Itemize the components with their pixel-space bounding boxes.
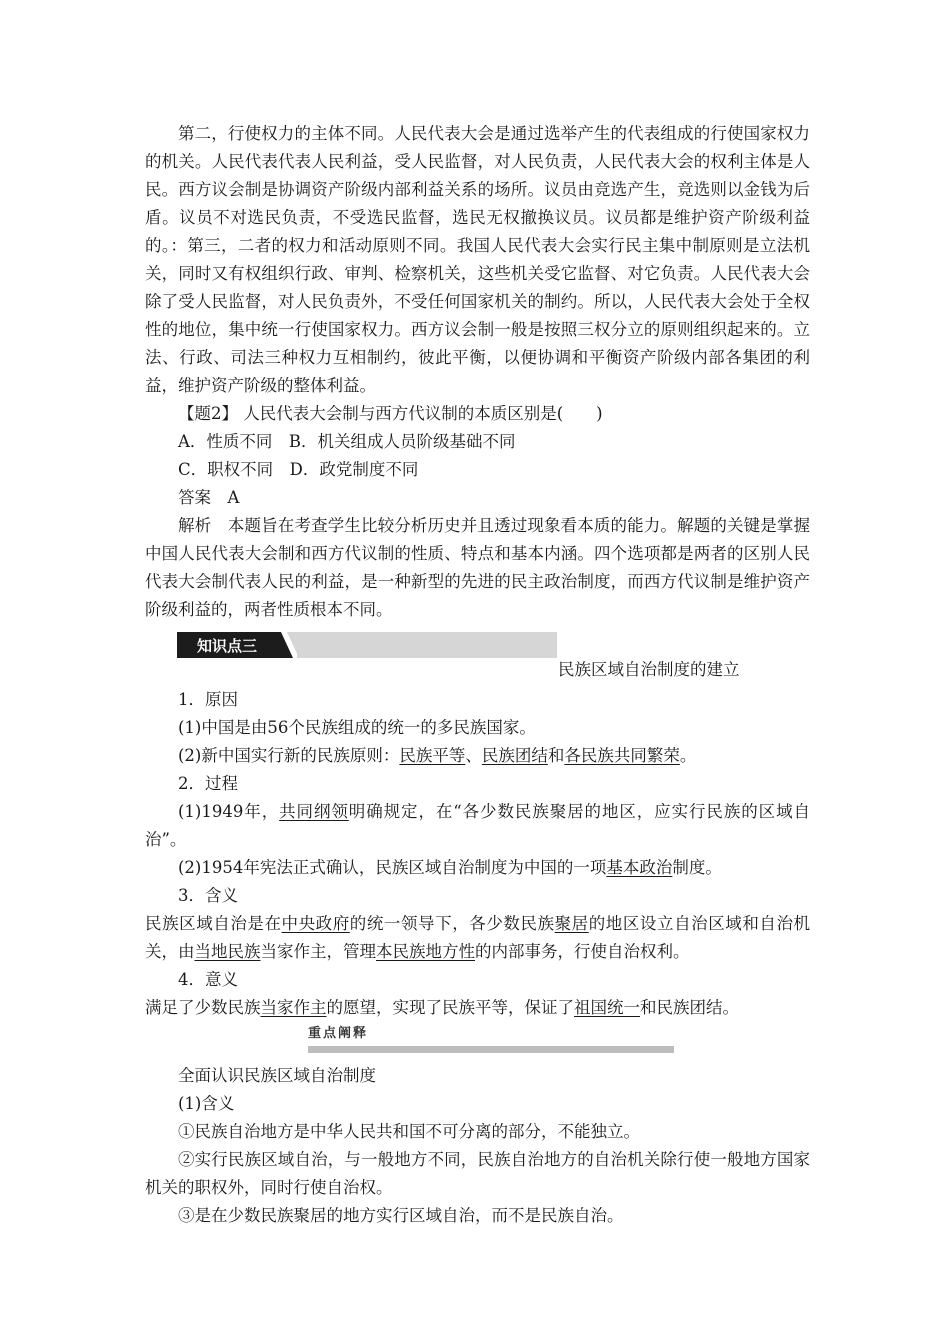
key-explain-bar: [308, 1046, 674, 1053]
knowledge-point-tag: 知识点三: [197, 637, 258, 655]
underlined-term: 各民族共同繁荣: [564, 746, 680, 765]
underlined-term: 祖国统一: [574, 998, 640, 1017]
text-span: (2)新中国实行新的民族原则：: [178, 746, 400, 765]
section-heading-process: 2．过程: [178, 774, 238, 793]
process-line-1: [145, 798, 810, 854]
text-span: 、: [465, 746, 482, 765]
knowledge-point-tag-shape: [177, 632, 297, 658]
question-options-cd: C．职权不同 D．政党制度不同: [178, 460, 419, 479]
reason-line-1: (1)中国是由56个民族组成的统一的多民族国家。: [178, 718, 536, 737]
text-span: 当家作主，管理: [260, 942, 376, 961]
key-explain-item-1: ①民族自治地方是中华人民共和国不可分离的部分，不能独立。: [178, 1122, 640, 1141]
underlined-term: 聚居: [554, 914, 589, 933]
key-explain-label: 重点阐释: [308, 1026, 369, 1041]
question-analysis: 解析 本题旨在考查学生比较分析历史并且透过现象看本质的能力。解题的关键是掌握中国人民代表大会制和西方代议制的性质、特点和基本内涵。四个选项都是两者的区别人民代表大会制代表人民的利益，是一种新型的先进的民主政治制度，而西方代议制是维护资产阶级利益的，两者性质根本不同。: [145, 516, 810, 619]
text-span: 的愿望，实现了民族平等，保证了: [326, 998, 574, 1017]
text-span: 制度。: [672, 858, 722, 877]
underlined-term: 当地民族: [194, 942, 261, 961]
key-explain-sub: (1)含义: [178, 1094, 235, 1113]
underlined-term: 基本政治: [606, 858, 673, 877]
key-explain-title: 全面认识民族区域自治制度: [178, 1066, 376, 1085]
underlined-term: 当家作主: [260, 998, 327, 1017]
underlined-term: 本民族地方性: [376, 942, 475, 961]
document-page: [145, 120, 810, 1230]
key-explain-item-3: ③是在少数民族聚居的地方实行区域自治，而不是民族自治。: [178, 1206, 624, 1225]
text-span: 和: [547, 746, 565, 765]
process-line-2: [145, 854, 810, 882]
underlined-term: 民族团结: [481, 746, 548, 765]
knowledge-point-title: 民族区域自治制度的建立: [558, 660, 740, 679]
key-explain-header: [145, 1022, 810, 1062]
meaning-paragraph: [145, 910, 810, 966]
section-heading-meaning: 3．含义: [178, 886, 238, 905]
section-heading-significance: 4．意义: [178, 970, 238, 989]
intro-paragraph: 第二，行使权力的主体不同。人民代表大会是通过选举产生的代表组成的行使国家权力的机关。人民代表代表人民利益，受人民监督，对人民负责，人民代表大会的权利主体是人民。西方议会制是协调资产阶级内部利益关系的场所。议员由竞选产生，竞选则以金钱为后盾。议员不对选民负责，不受选民监督，选民无权撤换议员。议员都是维护资产阶级利益的。：第三，二者的权力和活动原则不同。我国人民代表大会实行民主集中制原则是立法机关，同时又有权组织行政、审判、检察机关，这些机关受它监督、对它负责。人民代表大会除了受人民监督，对人民负责外，不受任何国家机关的制约。所以，人民代表大会处于全权性的地位，集中统一行使国家权力。西方议会制一般是按照三权分立的原则组织起来的。立法、行政、司法三种权力互相制约，彼此平衡，以便协调和平衡资产阶级内部各集团的利益，维护资产阶级的整体利益。: [145, 124, 810, 395]
text-span: 的地区设立自治区域和自治机关，由: [145, 914, 811, 961]
underlined-term: 民族平等: [399, 746, 466, 765]
text-span: 明确规定，在“各少数民族聚居的地区，应实行民族的区域自治”。: [145, 802, 811, 849]
text-span: (2)1954年宪法正式确认，民族区域自治制度为中国的一项: [178, 858, 607, 877]
underlined-term: 中央政府: [281, 914, 350, 933]
knowledge-point-header: [145, 630, 810, 686]
text-span: (1)1949年，: [178, 802, 280, 821]
question-options-ab: A．性质不同 B．机关组成人员阶级基础不同: [178, 432, 516, 451]
section-heading-reason: 1．原因: [178, 690, 238, 709]
text-span: 满足了少数民族: [145, 998, 261, 1017]
text-span: 和民族团结。: [640, 998, 739, 1017]
question-answer: 答案 A: [178, 488, 240, 507]
reason-line-2: [145, 742, 810, 770]
text-span: 的统一领导下，各少数民族: [349, 914, 555, 933]
significance-paragraph: [145, 994, 810, 1022]
underlined-term: 共同纲领: [279, 802, 349, 821]
text-span: 的内部事务，行使自治权利。: [475, 942, 690, 961]
key-explain-item-2: ②实行民族区域自治，与一般地方不同，民族自治地方的自治机关除行使一般地方国家机关的职权外，同时行使自治权。: [145, 1150, 810, 1197]
text-span: 。: [679, 746, 697, 765]
question-stem: 【题2】 人民代表大会制与西方代议制的本质区别是( ): [178, 404, 603, 423]
text-span: 民族区域自治是在: [145, 914, 282, 933]
